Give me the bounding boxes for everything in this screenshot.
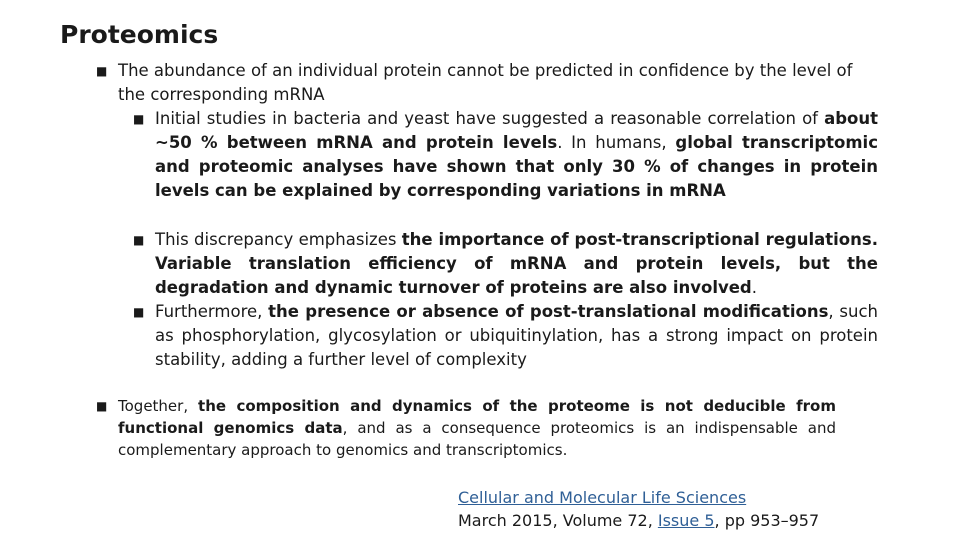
slide-title: Proteomics (60, 20, 219, 49)
square-bullet-icon: ■ (133, 112, 145, 126)
square-bullet-icon: ■ (96, 64, 108, 78)
issue-link[interactable]: Issue 5 (657, 511, 715, 530)
bullet-text: Initial studies in bacteria and yeast have suggested a reasonable correlation of about ~50 % between mRNA and protein levels. In humans, global transcriptomic and proteomic analyses have shown that only 30 % of changes in protein levels can be explained by corresponding variations in mRNA (155, 109, 878, 200)
sub-bullet-item-2 (133, 228, 878, 300)
journal-link[interactable]: Cellular and Molecular Life Sciences (458, 488, 747, 507)
sub-bullet-item-1 (133, 107, 878, 203)
citation-date-volume: March 2015, Volume 72, (458, 511, 658, 530)
citation (458, 486, 819, 532)
square-bullet-icon: ■ (133, 305, 145, 319)
citation-pages: , pp 953–957 (714, 511, 820, 530)
bullet-text: Together, the composition and dynamics of the proteome is not deducible from functional genomics data, and as a consequence proteomics is an indispensable and complementary approach to genomics and transcriptomics. (118, 397, 836, 459)
square-bullet-icon: ■ (96, 399, 108, 413)
square-bullet-icon: ■ (133, 233, 145, 247)
bullet-text: The abundance of an individual protein cannot be predicted in confidence by the level of the corresponding mRNA (118, 61, 853, 104)
bullet-text: This discrepancy emphasizes the importance of post-transcriptional regulations. Variable translation efficiency of mRNA and protein levels, but the degradation and dynamic turnover of proteins are also involved. (155, 230, 878, 297)
bullet-text: Furthermore, the presence or absence of post-translational modifications, such as phosphorylation, glycosylation or ubiquitinylation, has a strong impact on protein stability, adding a further level of complexity (155, 302, 879, 369)
bullet-item-1 (96, 59, 876, 107)
bullet-item-2 (96, 395, 836, 461)
sub-bullet-item-3 (133, 300, 878, 372)
